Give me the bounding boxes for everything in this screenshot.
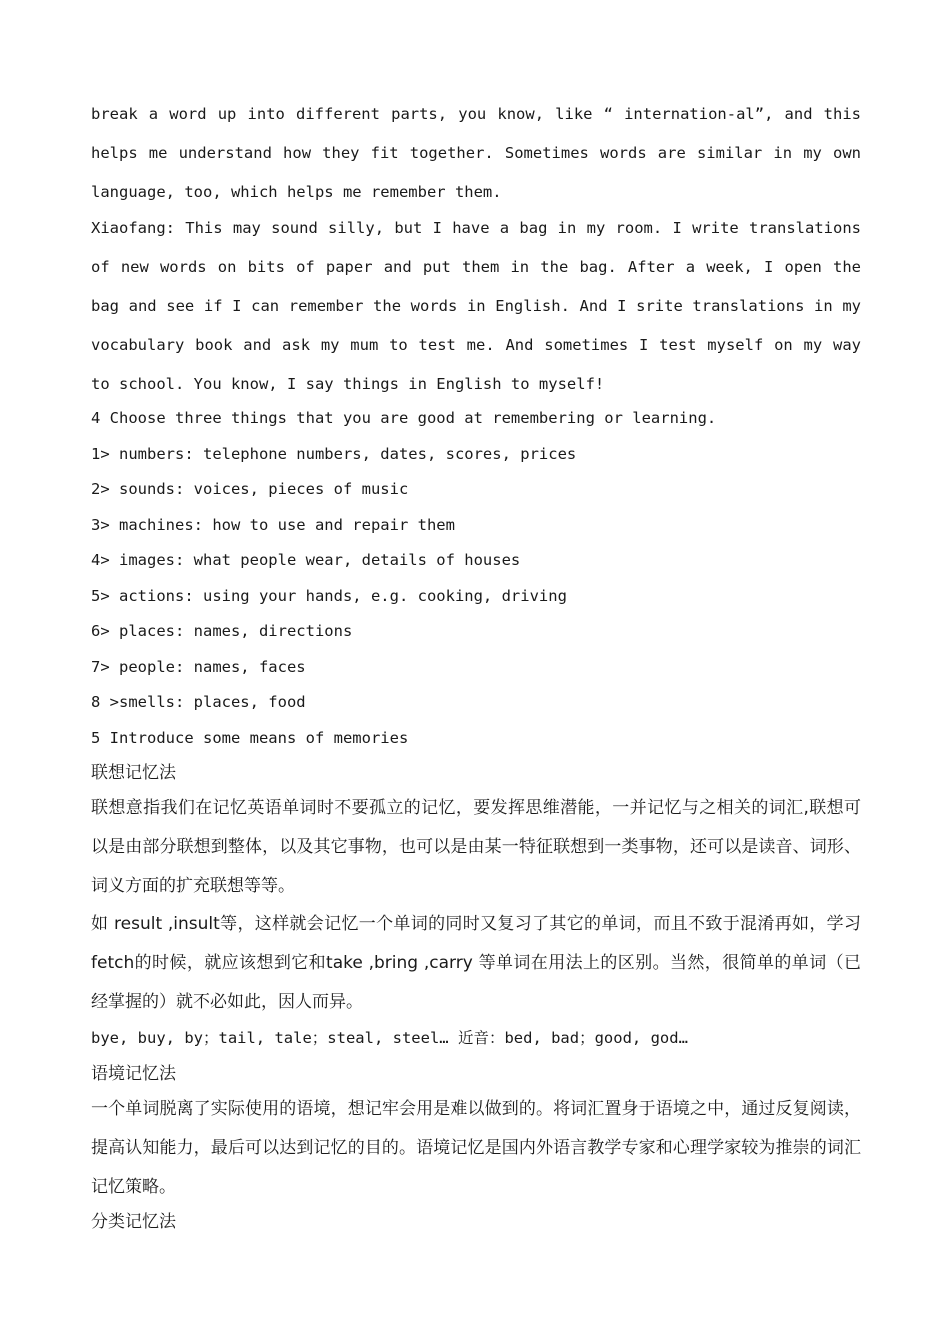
heading-category-method: 分类记忆法 — [91, 1211, 176, 1232]
paragraph-association-definition: 联想意指我们在记忆英语单词时不要孤立的记忆，要发挥思维潜能，一并记忆与之相关的词汇,联想可以是由部分联想到整体，以及其它事物，也可以是由某一特征联想到一类事物，还可以是读音、词形、词义方面的扩充联想等等。 — [91, 798, 861, 896]
document-page — [91, 95, 861, 1240]
question-4: 4 Choose three things that you are good at remembering or learning. — [91, 409, 717, 427]
list-item: 8 >smells: places, food — [91, 693, 306, 711]
paragraph-word-parts: break a word up into different parts, you know, like “ internation-al”, and this helps me understand how they fit together. Sometimes words are similar in my own language, too, which helps me remember them. — [91, 105, 861, 201]
paragraph-context-method: 一个单词脱离了实际使用的语境，想记牢会用是难以做到的。将词汇置身于语境之中，通过反复阅读，提高认知能力，最后可以达到记忆的目的。语境记忆是国内外语言教学专家和心理学家较为推崇的词汇记忆策略。 — [91, 1098, 861, 1197]
paragraph-association-examples: 如 result ,insult等，这样就会记忆一个单词的同时又复习了其它的单词，而且不致于混淆再如，学习fetch的时候，就应该想到它和take ,bring ,carry 等单词在用法上的区别。当然，很简单的单词（已经掌握的）就不必如此，因人而异。 — [91, 914, 861, 1012]
memory-strengths-list — [91, 437, 861, 721]
paragraph-xiaofang: Xiaofang: This may sound silly, but I have a bag in my room. I write translations of new words on bits of paper and put them in the bag. After a week, I open the bag and see if I can remember the words in English. And I srite translations in my vocabulary book and ask my mum to test me. And sometimes I test myself on my way to school. You know, I say things in English to myself! — [91, 219, 861, 393]
question-5: 5 Introduce some means of memories — [91, 728, 409, 747]
list-item: 6> places: names, directions — [91, 622, 353, 640]
list-item: 4> images: what people wear, details of houses — [91, 551, 521, 569]
heading-association-method: 联想记忆法 — [91, 763, 176, 783]
list-item: 7> people: names, faces — [91, 657, 306, 676]
list-item: 5> actions: using your hands, e.g. cooking, driving — [91, 586, 567, 605]
list-item: 2> sounds: voices, pieces of music — [91, 480, 409, 498]
list-item: 3> machines: how to use and repair them — [91, 515, 455, 534]
word-examples-line: bye, buy, by；tail, tale；steal, steel… 近音：bed, bad；good, god… — [91, 1029, 688, 1047]
list-item: 1> numbers: telephone numbers, dates, scores, prices — [91, 444, 577, 463]
heading-context-method: 语境记忆法 — [91, 1063, 176, 1084]
